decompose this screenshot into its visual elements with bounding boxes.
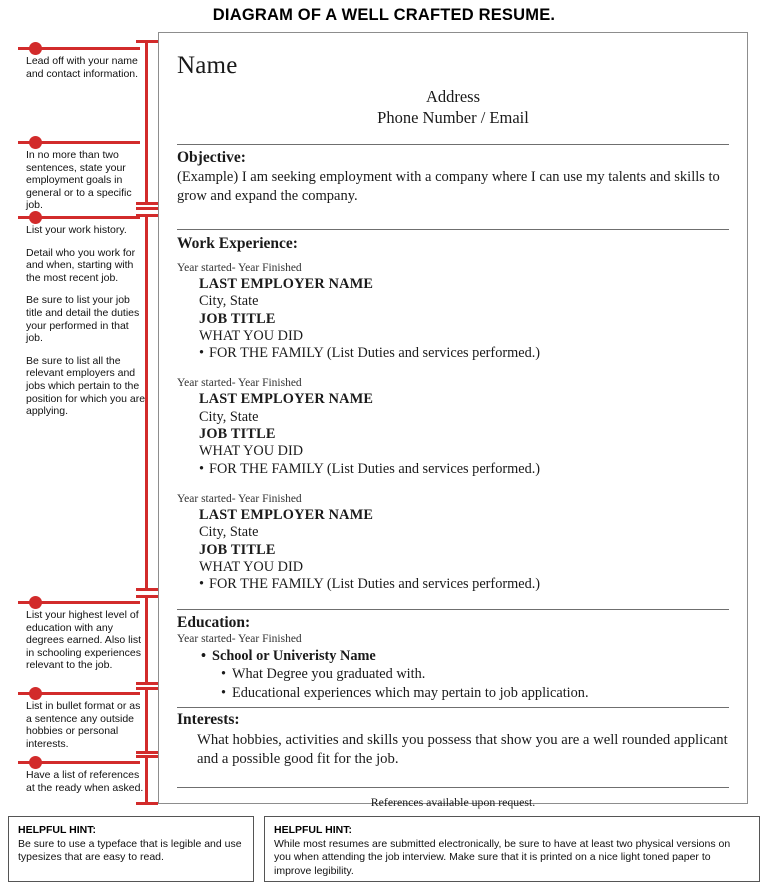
annotation-text-work-experience	[26, 224, 148, 418]
bracket-bar	[145, 214, 148, 591]
divider-education	[175, 609, 731, 610]
annotation-paragraph: List your work history.	[26, 224, 127, 236]
work-entry	[175, 261, 731, 362]
divider-objective	[175, 144, 731, 145]
bracket-bar	[145, 595, 148, 685]
work-entry-employer: LAST EMPLOYER NAME	[199, 506, 374, 523]
work-entry-details	[175, 391, 731, 477]
work-entry-what-you-did: WHAT YOU DID	[199, 558, 304, 575]
bracket-work-experience	[136, 214, 158, 591]
work-entry-location: City, State	[199, 293, 259, 310]
work-entry-details	[175, 507, 731, 593]
annotation-leader-line	[18, 47, 140, 50]
annotation-dot	[29, 687, 42, 700]
work-entry-location: City, State	[199, 524, 259, 541]
annotation-paragraph: Be sure to list all the relevant employers and jobs which pertain to the position for which you are applying.	[26, 354, 146, 418]
bracket-objective	[136, 207, 158, 211]
annotation-paragraph: In no more than two sentences, state your employment goals in general or to a specific job.	[26, 149, 132, 212]
work-entry-duty: • FOR THE FAMILY (List Duties and services performed.)	[199, 576, 731, 593]
work-entry-details	[175, 276, 731, 362]
bracket-cap-bottom	[136, 588, 158, 591]
resume-address: Address	[425, 87, 481, 106]
helpful-hint-box-typeface	[8, 816, 254, 882]
annotation-dot	[29, 596, 42, 609]
hint-title: HELPFUL HINT:	[18, 824, 96, 836]
work-entry-what-you-did: WHAT YOU DID	[199, 327, 304, 344]
work-entry-job-title: JOB TITLE	[199, 426, 276, 443]
section-heading-interests: Interests:	[177, 711, 240, 729]
education-item: • Educational experiences which may pertain to job application.	[175, 684, 731, 703]
bracket-cap-top	[136, 207, 158, 210]
work-entry-duty: • FOR THE FAMILY (List Duties and services performed.)	[199, 461, 731, 478]
annotation-paragraph: Lead off with your name and contact information.	[26, 55, 139, 80]
annotation-text-contact-info	[26, 55, 148, 80]
annotation-leader-line	[18, 216, 140, 219]
bracket-bar	[145, 755, 148, 805]
annotation-paragraph: List your highest level of education with any degrees earned. Also list in schooling experiences relevant to the job.	[26, 609, 141, 672]
work-entry-job-title: JOB TITLE	[199, 541, 276, 558]
resume-name: Name	[177, 52, 238, 79]
annotation-text-objective	[26, 149, 148, 212]
annotation-dot	[29, 756, 42, 769]
bracket-bar	[145, 40, 148, 205]
divider-interests	[175, 707, 731, 708]
work-entry-years: Year started- Year Finished	[177, 262, 302, 274]
bracket-bar	[145, 687, 148, 754]
helpful-hint-box-printing	[264, 816, 760, 882]
bracket-cap-bottom	[136, 802, 158, 805]
work-entry-location: City, State	[199, 408, 259, 425]
bracket-cap-bottom	[136, 682, 158, 685]
work-entry-what-you-did: WHAT YOU DID	[199, 443, 304, 460]
annotation-paragraph: Have a list of references at the ready when asked.	[26, 769, 144, 794]
annotation-text-references	[26, 769, 148, 794]
annotation-leader-line	[18, 141, 140, 144]
work-entry	[175, 376, 731, 477]
annotation-leader-line	[18, 601, 140, 604]
annotation-leader-line	[18, 692, 140, 695]
resume-contact: Phone Number / Email	[377, 108, 529, 127]
education-years: Year started- Year Finished	[177, 633, 302, 646]
annotation-paragraph: Detail who you work for and when, starting with the most recent job.	[26, 246, 136, 284]
interests-text: What hobbies, activities and skills you possess that show you are a well rounded applicant and a possible good fit for the job.	[197, 732, 728, 768]
hint-body: Be sure to use a typeface that is legible and use typesizes that are easy to read.	[18, 837, 242, 864]
annotation-leader-line	[18, 761, 140, 764]
work-entry-duty: • FOR THE FAMILY (List Duties and services performed.)	[199, 345, 731, 362]
objective-text: (Example) I am seeking employment with a company where I can use my talents and skills to grow and expand the company.	[177, 169, 720, 204]
work-entry-employer: LAST EMPLOYER NAME	[199, 276, 374, 292]
annotation-paragraph: List in bullet format or as a sentence any outside hobbies or personal interests.	[26, 700, 141, 750]
bracket-cap-bottom	[136, 202, 158, 205]
work-entry-years: Year started- Year Finished	[177, 377, 302, 390]
bracket-contact-info	[136, 40, 158, 205]
page-title: DIAGRAM OF A WELL CRAFTED RESUME.	[212, 6, 556, 24]
hint-body: While most resumes are submitted electronically, be sure to have at least two physical versions on you when attending the job interview. Make sure that it is printed on a nice light toned paper to improve legibility.	[274, 837, 731, 877]
bracket-cap-bottom	[136, 751, 158, 754]
annotation-paragraph: Be sure to list your job title and detail the duties your performed in that job.	[26, 294, 140, 345]
annotation-dot	[29, 136, 42, 149]
annotation-dot	[29, 42, 42, 55]
annotation-text-interests	[26, 700, 148, 750]
education-school: • School or Univeristy Name	[175, 647, 731, 665]
work-entry-employer: LAST EMPLOYER NAME	[199, 391, 374, 408]
annotation-dot	[29, 211, 42, 224]
resume-sheet	[158, 32, 748, 810]
bracket-references	[136, 755, 158, 805]
references-text: References available upon request.	[370, 795, 536, 810]
section-heading-education: Education:	[177, 614, 251, 632]
bracket-interests	[136, 687, 158, 754]
bracket-education	[136, 595, 158, 685]
annotation-text-education	[26, 609, 148, 672]
work-entry-years: Year started- Year Finished	[177, 492, 302, 505]
section-heading-work-experience: Work Experience:	[177, 235, 298, 252]
work-entry	[175, 492, 731, 593]
section-heading-objective: Objective:	[177, 149, 246, 166]
education-item: • What Degree you graduated with.	[175, 665, 731, 684]
annotation-column	[0, 0, 152, 890]
divider-work-experience	[175, 229, 731, 230]
work-entry-job-title: JOB TITLE	[199, 310, 276, 327]
hint-title: HELPFUL HINT:	[274, 824, 352, 836]
